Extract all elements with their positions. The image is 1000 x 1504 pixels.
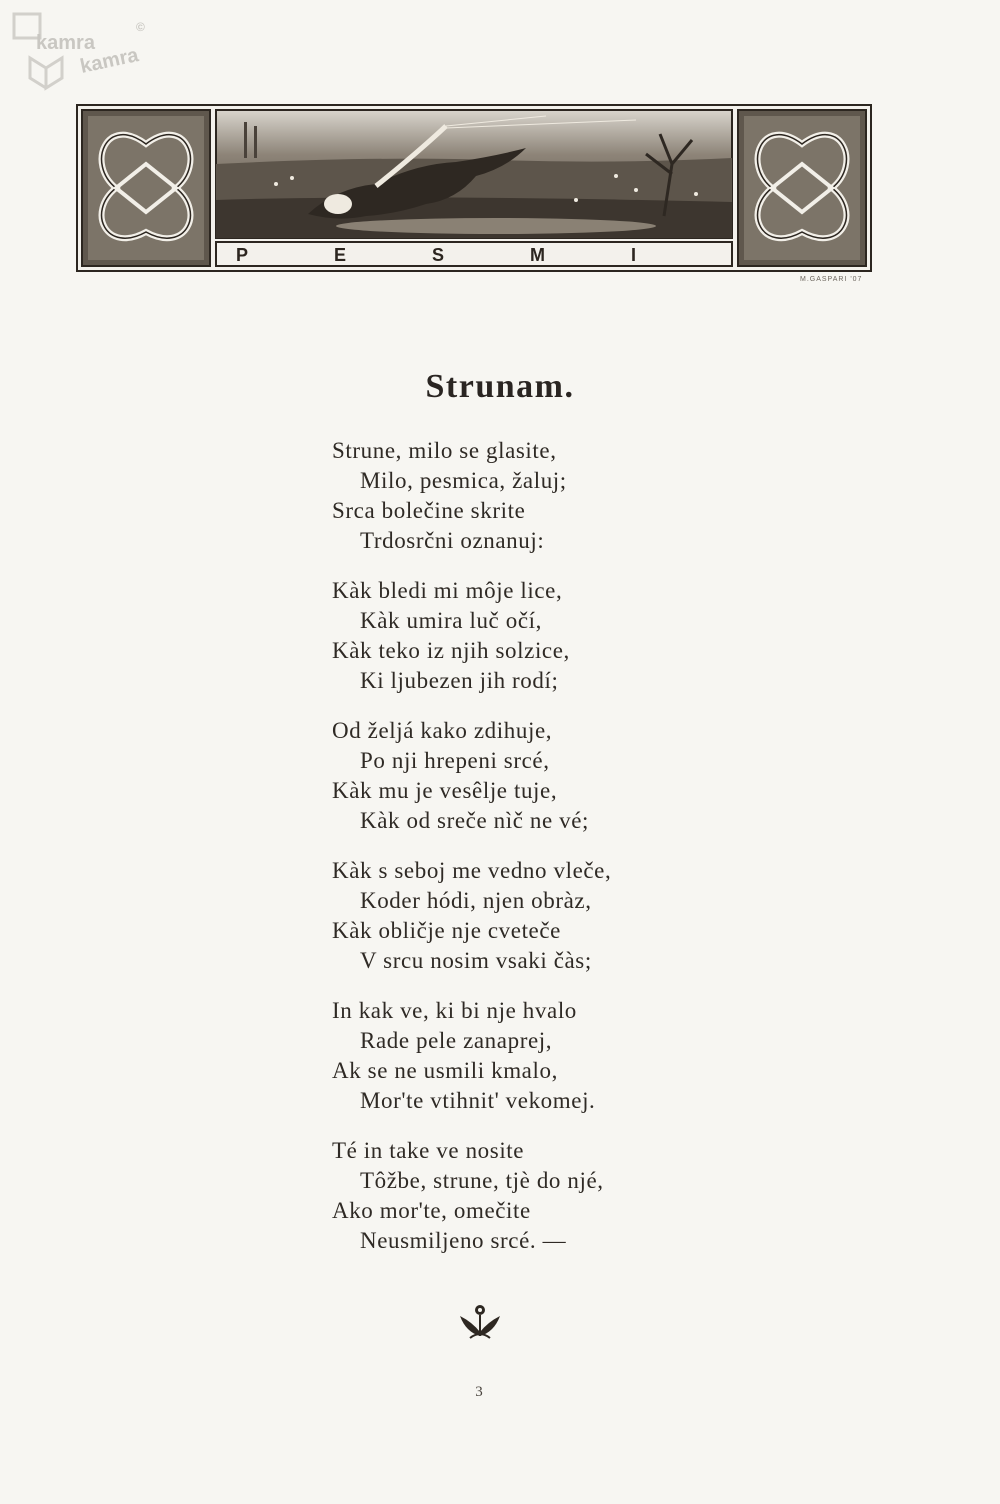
poem-line: Kàk bledi mi môje lice, xyxy=(332,578,563,603)
banner-lettering: PESMI xyxy=(236,245,723,265)
stanza xyxy=(332,576,752,696)
poem-line: Ki ljubezen jih rodí; xyxy=(360,668,559,693)
flower-ornament-icon xyxy=(452,1302,508,1342)
left-knot-panel xyxy=(82,110,210,266)
stanza xyxy=(332,716,752,836)
header-banner-illustration xyxy=(76,104,872,272)
poem-line: Ak se ne usmili kmalo, xyxy=(332,1058,558,1083)
poem-line: Kàk od sreče nìč ne vé; xyxy=(360,808,590,833)
stanza xyxy=(332,856,752,976)
stanza xyxy=(332,996,752,1116)
poem-line: Po nji hrepeni srcé, xyxy=(360,748,550,773)
poem-line: Srca bolečine skrite xyxy=(332,498,526,523)
reclining-woman-picture xyxy=(216,110,732,238)
stanza xyxy=(332,1136,752,1256)
poem-line: Strune, milo se glasite, xyxy=(332,438,557,463)
poem-line: V srcu nosim vsaki čàs; xyxy=(360,948,592,973)
poem-line: Tôžbe, strune, tjè do njé, xyxy=(360,1168,604,1193)
poem-line: Kàk mu je vesêlje tuje, xyxy=(332,778,558,803)
poem-line: Od željá kako zdihuje, xyxy=(332,718,553,743)
right-knot-panel xyxy=(738,110,866,266)
poem-line: Kàk teko iz njih solzice, xyxy=(332,638,570,663)
poem-line: Koder hódi, njen obràz, xyxy=(360,888,592,913)
poem-line: Kàk s seboj me vedno vleče, xyxy=(332,858,612,883)
poem-line: Trdosrčni oznanuj: xyxy=(360,528,545,553)
poem-line: Neusmiljeno srcé. — xyxy=(360,1228,567,1253)
page-number: 3 xyxy=(475,1384,483,1400)
stanza xyxy=(332,436,752,556)
poem-line: Milo, pesmica, žaluj; xyxy=(360,468,567,493)
watermark-text-1: kamra xyxy=(36,32,95,54)
poem-line: Mor'te vtihnit' vekomej. xyxy=(360,1088,596,1113)
kamra-watermark xyxy=(6,6,156,96)
poem-line: Kàk obličje nje cveteče xyxy=(332,918,561,943)
pesmi-lettering-strip xyxy=(216,242,732,266)
poem-line: In kak ve, ki bi nje hvalo xyxy=(332,998,577,1023)
poem-line: Kàk umira luč očí, xyxy=(360,608,542,633)
banner-artist-credit: M.GASPARI '07 xyxy=(800,276,863,283)
watermark-copyright: © xyxy=(136,20,145,34)
poem-title: Strunam. xyxy=(425,368,575,405)
watermark-text-2: kamra xyxy=(78,44,141,78)
poem-line: Té in take ve nosite xyxy=(332,1138,525,1163)
poem-line: Rade pele zanaprej, xyxy=(360,1028,553,1053)
poem-body xyxy=(332,436,752,1276)
poem-line: Ako mor'te, omečite xyxy=(332,1198,531,1223)
